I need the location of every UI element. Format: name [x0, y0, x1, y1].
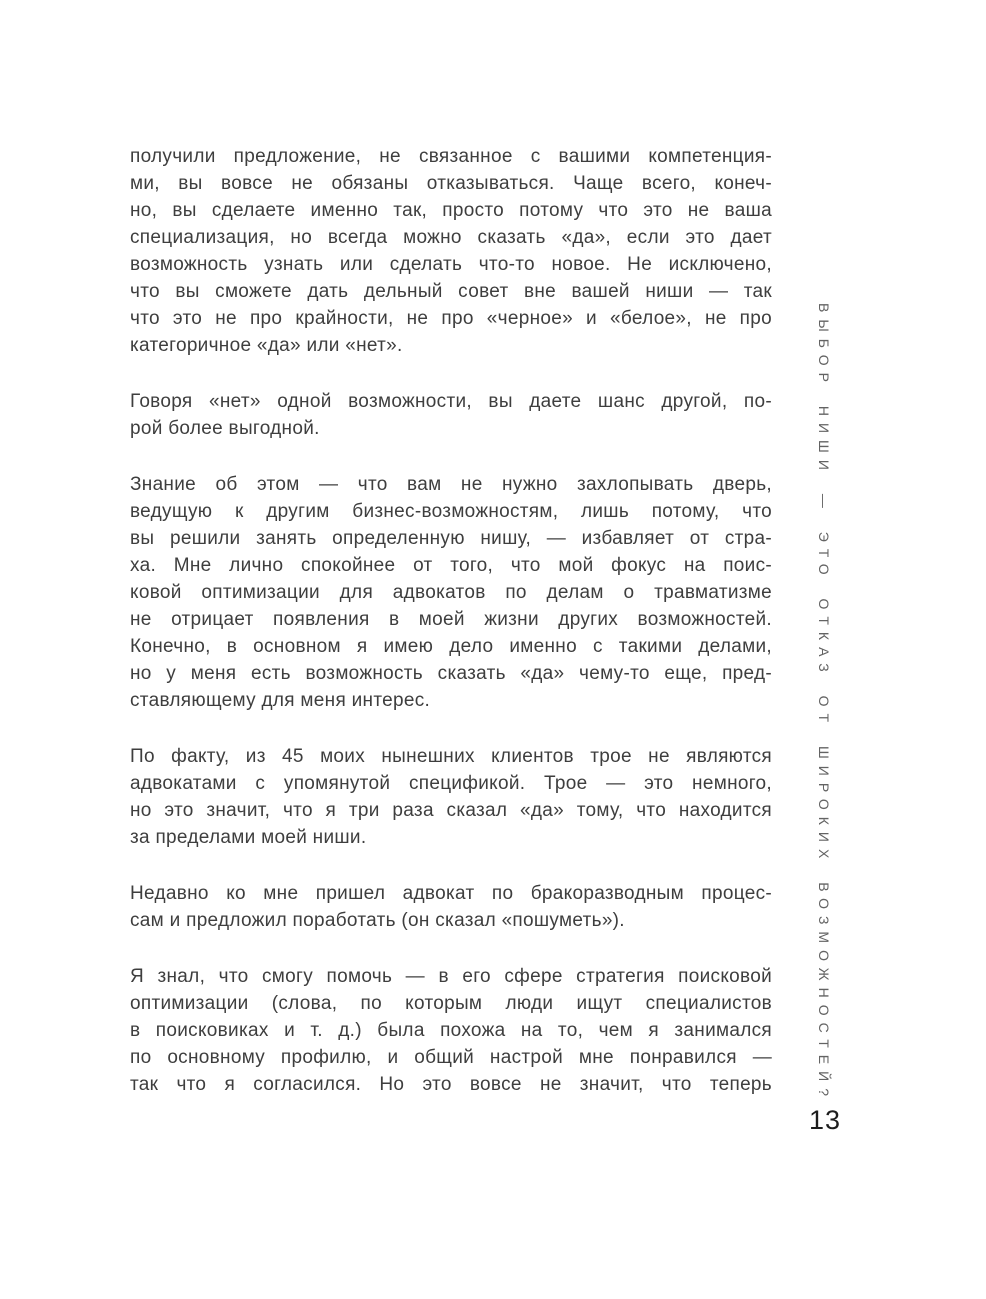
text-line: получили предложение, не связанное с вашими компетенция- [130, 146, 772, 167]
paragraph [130, 388, 772, 442]
text-line: Конечно, в основном я имею дело именно с такими делами, [130, 636, 772, 657]
paragraph [130, 743, 772, 851]
paragraph [130, 880, 772, 934]
text-line: по основному профилю, и общий настрой мне понравился — [130, 1047, 772, 1068]
text-line: ковой оптимизации для адвокатов по делам о травматизме [130, 582, 772, 603]
text-line: но у меня есть возможность сказать «да» чему-то еще, пред- [130, 663, 772, 684]
text-line: не отрицает появления в моей жизни других возможностей. [130, 609, 772, 630]
text-line: так что я согласился. Но это вовсе не значит, что теперь [130, 1074, 772, 1095]
text-line: Говоря «нет» одной возможности, вы даете шанс другой, по- [130, 391, 772, 412]
paragraph [130, 963, 772, 1098]
text-line: специализация, но всегда можно сказать «да», если это дает [130, 227, 772, 248]
text-line: Я знал, что смогу помочь — в его сфере стратегия поисковой [130, 966, 772, 987]
text-line: сам и предложил поработать (он сказал «пошуметь»). [130, 910, 625, 931]
text-line: но это значит, что я три раза сказал «да» тому, что находится [130, 800, 772, 821]
text-line: адвокатами с упомянутой спецификой. Трое — это немного, [130, 773, 772, 794]
text-line: что это не про крайности, не про «черное» и «белое», не про [130, 308, 772, 329]
paragraph [130, 143, 772, 359]
text-line: что вы сможете дать дельный совет вне вашей ниши — так [130, 281, 772, 302]
text-line: ставляющему для меня интерес. [130, 690, 431, 711]
text-line: категоричное «да» или «нет». [130, 335, 403, 356]
text-line: ха. Мне лично спокойнее от того, что мой фокус на поис- [130, 555, 772, 576]
text-line: за пределами моей ниши. [130, 827, 367, 848]
text-line: вы решили занять определенную нишу, — избавляет от стра- [130, 528, 772, 549]
text-line: Знание об этом — что вам не нужно захлопывать дверь, [130, 474, 772, 495]
text-line: Недавно ко мне пришел адвокат по бракоразводным процес- [130, 883, 772, 904]
text-line: ми, вы вовсе не обязаны отказываться. Чаще всего, конеч- [130, 173, 772, 194]
text-line: возможность узнать или сделать что-то новое. Не исключено, [130, 254, 772, 275]
page-number: 13 [809, 1105, 842, 1135]
margin-caption: ВЫБОР НИШИ — ЭТО ОТКАЗ ОТ ШИРОКИХ ВОЗМОЖНОСТЕЙ? [816, 303, 832, 1103]
text-line: рой более выгодной. [130, 418, 320, 439]
text-line: оптимизации (слова, по которым люди ищут специалистов [130, 993, 772, 1014]
text-column [130, 143, 772, 1098]
text-line: ведущую к другим бизнес-возможностям, лишь потому, что [130, 501, 772, 522]
text-line: но, вы сделаете именно так, просто потому что это не ваша [130, 200, 772, 221]
text-line: в поисковиках и т. д.) была похожа на то, чем я занимался [130, 1020, 772, 1041]
paragraph [130, 471, 772, 714]
text-line: По факту, из 45 моих нынешних клиентов трое не являются [130, 746, 772, 767]
